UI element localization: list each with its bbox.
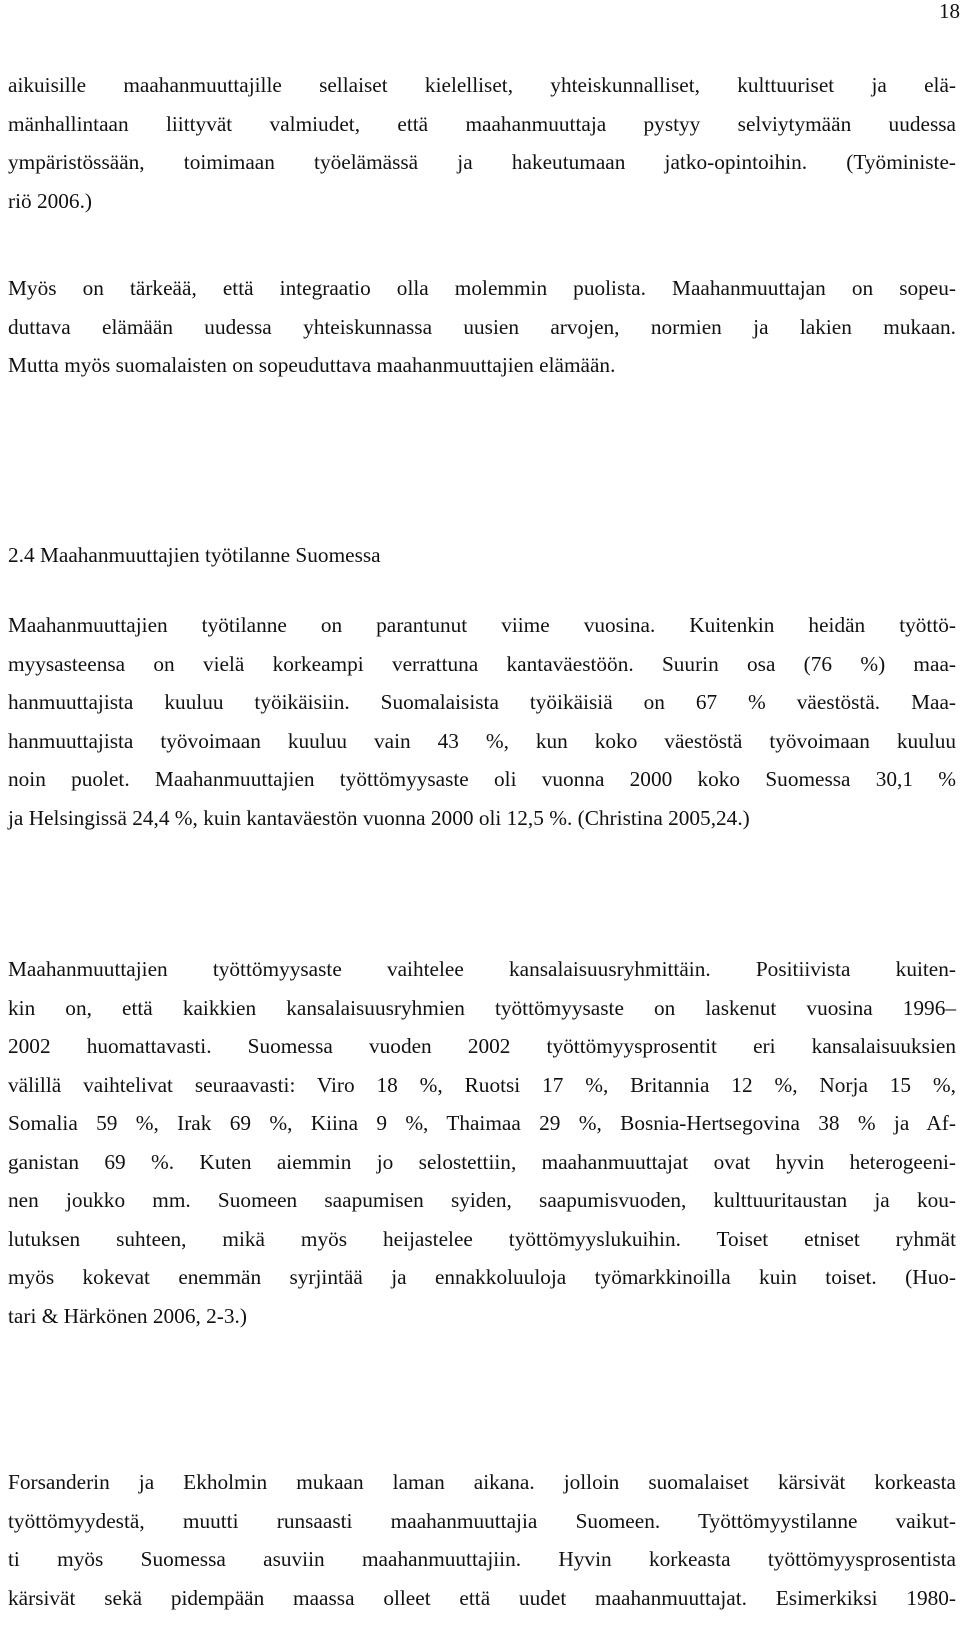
text-line: Maahanmuuttajien työtilanne on parantunut viime vuosina. Kuitenkin heidän työttö- bbox=[8, 613, 956, 637]
text-line: lutuksen suhteen, mikä myös heijastelee työttömyyslukuihin. Toiset etniset ryhmät bbox=[8, 1226, 956, 1251]
text-line: välillä vaihtelivat seuraavasti: Viro 18 %, Ruotsi 17 %, Britannia 12 %, Norja 15 %, bbox=[8, 1072, 956, 1097]
text-line: Forsanderin ja Ekholmin mukaan laman aikana. jolloin suomalaiset kärsivät korkeasta bbox=[8, 1470, 956, 1494]
text-line: nen joukko mm. Suomeen saapumisen syiden, saapumisvuoden, kulttuuritaustan ja kou- bbox=[8, 1188, 956, 1212]
paragraph-2 bbox=[8, 269, 956, 385]
text-line: noin puolet. Maahanmuuttajien työttömyysaste oli vuonna 2000 koko Suomessa 30,1 % bbox=[8, 767, 956, 791]
text-line: Mutta myös suomalaisten on sopeuduttava maahanmuuttajien elämään. bbox=[8, 353, 616, 377]
text-line: tari & Härkönen 2006, 2-3.) bbox=[8, 1303, 247, 1328]
text-line: ganistan 69 %. Kuten aiemmin jo selostettiin, maahanmuuttajat ovat hyvin heterogeeni- bbox=[8, 1149, 956, 1174]
paragraph-4 bbox=[8, 950, 956, 1335]
paragraph-1 bbox=[8, 66, 956, 220]
text-line: Maahanmuuttajien työttömyysaste vaihtelee kansalaisuusryhmittäin. Positiivista kuiten- bbox=[8, 957, 956, 981]
text-line: 2002 huomattavasti. Suomessa vuoden 2002 työttömyysprosentit eri kansalaisuuksien bbox=[8, 1034, 956, 1058]
text-line: ti myös Suomessa asuviin maahanmuuttajiin. Hyvin korkeasta työttömyysprosentista bbox=[8, 1547, 956, 1571]
text-line: Somalia 59 %, Irak 69 %, Kiina 9 %, Thaimaa 29 %, Bosnia-Hertsegovina 38 % ja Af- bbox=[8, 1111, 956, 1135]
text-line: ja Helsingissä 24,4 %, kuin kantaväestön vuonna 2000 oli 12,5 %. (Christina 2005,24.) bbox=[8, 805, 750, 830]
text-line: ympäristössään, toimimaan työelämässä ja hakeutumaan jatko-opintoihin. (Työministe- bbox=[8, 150, 956, 174]
text-line: myysasteensa on vielä korkeampi verrattuna kantaväestöön. Suurin osa (76 %) maa- bbox=[8, 651, 956, 676]
text-line: aikuisille maahanmuuttajille sellaiset kielelliset, yhteiskunnalliset, kulttuuriset ja elä- bbox=[8, 73, 956, 97]
page-number: 18 bbox=[939, 0, 960, 23]
text-line: Myös on tärkeää, että integraatio olla molemmin puolista. Maahanmuuttajan on sopeu- bbox=[8, 276, 956, 300]
section-heading: 2.4 Maahanmuuttajien työtilanne Suomessa bbox=[8, 543, 381, 567]
paragraph-5 bbox=[8, 1463, 956, 1617]
text-line: duttava elämään uudessa yhteiskunnassa uusien arvojen, normien ja lakien mukaan. bbox=[8, 314, 956, 339]
text-line: hanmuuttajista kuuluu työikäisiin. Suomalaisista työikäisiä on 67 % väestöstä. Maa- bbox=[8, 690, 956, 714]
text-line: työttömyydestä, muutti runsaasti maahanmuuttajia Suomeen. Työttömyystilanne vaikut- bbox=[8, 1508, 956, 1533]
text-line: riö 2006.) bbox=[8, 188, 92, 213]
text-line: myös kokevat enemmän syrjintää ja ennakkoluuloja työmarkkinoilla kuin toiset. (Huo- bbox=[8, 1265, 956, 1289]
text-line: kärsivät sekä pidempään maassa olleet että uudet maahanmuuttajat. Esimerkiksi 1980- bbox=[8, 1585, 956, 1610]
text-line: mänhallintaan liittyvät valmiudet, että maahanmuuttaja pystyy selviytymään uudessa bbox=[8, 111, 956, 136]
text-line: hanmuuttajista työvoimaan kuuluu vain 43 %, kun koko väestöstä työvoimaan kuuluu bbox=[8, 728, 956, 753]
text-line: kin on, että kaikkien kansalaisuusryhmien työttömyysaste on laskenut vuosina 1996– bbox=[8, 995, 956, 1020]
paragraph-3 bbox=[8, 606, 956, 837]
